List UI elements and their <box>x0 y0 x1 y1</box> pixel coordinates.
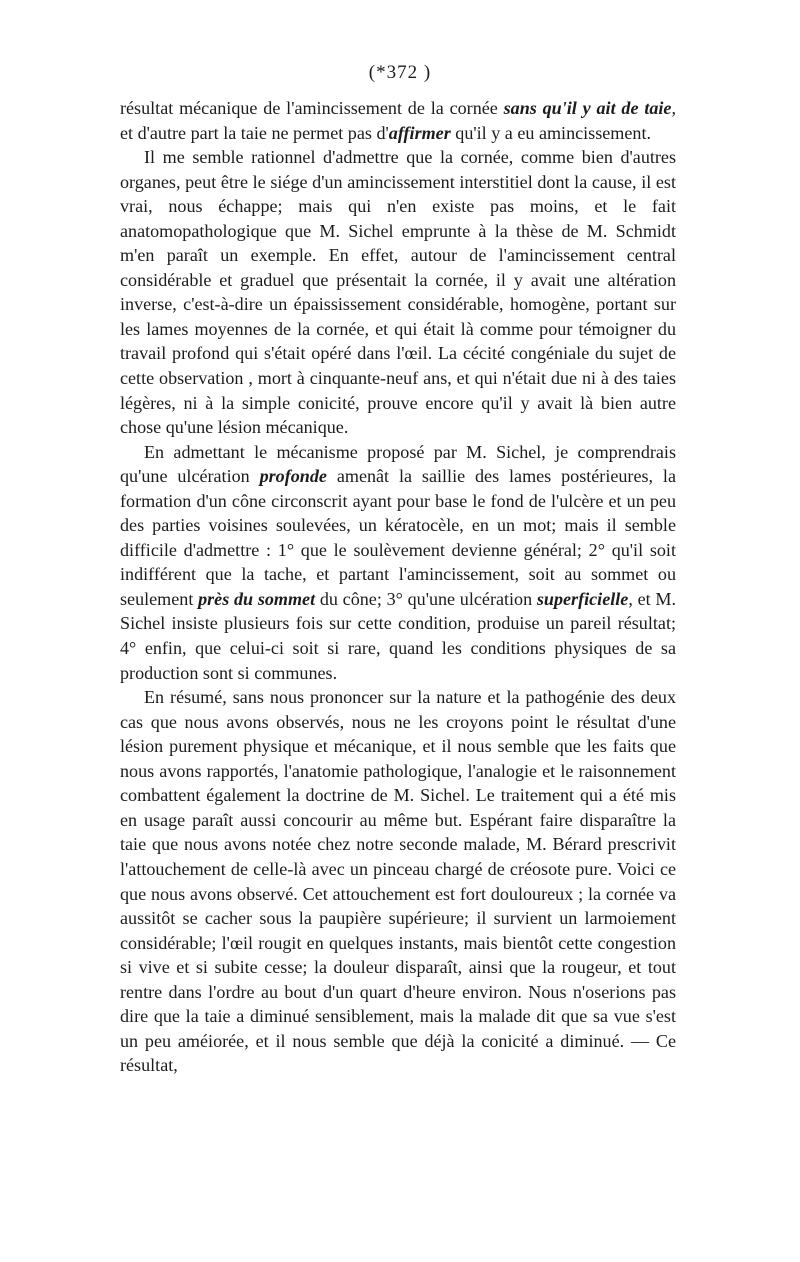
paragraph <box>120 440 676 685</box>
emphasized-text: sans qu'il y ait de taie <box>503 98 672 118</box>
body-text <box>120 96 676 1078</box>
text-run: , et d'autre part la taie ne permet pas d' <box>120 98 676 143</box>
text-run: En admettant le mécanisme proposé par M. Sichel, je comprendrais qu'une ulcération <box>120 441 676 487</box>
paragraph <box>120 145 676 440</box>
text-run: résultat mécanique de l'amincissement de la cornée <box>120 98 504 118</box>
emphasized-text: affirmer <box>388 122 451 143</box>
text-run: amenât la saillie des lames postérieures, la formation d'un cône circonscrit ayant pour base le fond de l'ulcère et un peu des parties voisines soulevées, un kératocèle, en un mot; mais il semble difficile d'admettre : 1° que le soulèvement devienne général; 2° qu'il soit indifférent que la tache, et partant l'amincissement, soit au sommet ou seulement <box>120 466 676 609</box>
emphasized-text: superficielle <box>536 588 629 609</box>
paragraph <box>120 96 676 145</box>
page-number: (*372 ) <box>368 62 432 83</box>
paragraph <box>120 685 676 1078</box>
emphasized-text: près du sommet <box>198 588 316 609</box>
text-run: du cône; 3° qu'une ulcération <box>315 588 537 609</box>
text-run: Il me semble rationnel d'admettre que la cornée, comme bien d'autres organes, peut être le siége d'un amincissement interstitiel dont la cause, il est vrai, nous échappe; mais qui n'en existe pas moins, et le fait anatomopathologique que M. Sichel emprunte à la thèse de M. Schmidt m'en paraît un exemple. En effet, autour de l'amincissement central considérable et graduel que présentait la cornée, il y avait une altération inverse, c'est-à-dire un épaississement considérable, homogène, portant sur les lames moyennes de la cornée, et qui était là comme pour témoigner du travail profond qui s'était opéré dans l'œil. La cécité congéniale du sujet de cette observation , mort à cinquante-neuf ans, et qui n'était due ni à des taies légères, ni à la simple conicité, prouve encore qu'il y avait là bien autre chose qu'une lésion mécanique. <box>120 147 676 438</box>
text-run: En résumé, sans nous prononcer sur la nature et la pathogénie des deux cas que nous avons observés, nous ne les croyons point le résultat d'une lésion purement physique et mécanique, et il nous semble que les faits que nous avons rapportés, l'anatomie pathologique, l'analogie et le raisonnement combattent également la doctrine de M. Sichel. Le traitement qui a été mis en usage paraît aussi concourir au même but. Espérant faire disparaître la taie que nous avons notée chez notre seconde malade, M. Bérard prescrivit l'attouchement de celle-là avec un pinceau chargé de créosote pure. Voici ce que nous avons observé. Cet attouchement est fort douloureux ; la cornée va aussitôt se cacher sous la paupière supérieure; il survient un larmoiement considérable; l'œil rougit en quelques instants, mais bientôt cette congestion si vive et si subite cesse; la douleur disparaît, ainsi que la rougeur, et tout rentre dans l'ordre au bout d'un quart d'heure environ. Nous n'oserions pas dire que la taie a diminué sensiblement, mais la malade dit que sa vue s'est un peu améiorée, et il nous semble que déjà la conicité a diminué. — Ce résultat, <box>120 687 676 1076</box>
text-run: qu'il y a eu amincissement. <box>450 122 651 143</box>
text-run: , et M. Sichel insiste plusieurs fois sur cette condition, produise un pareil résultat; 4° enfin, que celui-ci soit si rare, quand les conditions physiques de sa production sont si communes. <box>120 588 676 683</box>
emphasized-text: profonde <box>259 466 327 487</box>
